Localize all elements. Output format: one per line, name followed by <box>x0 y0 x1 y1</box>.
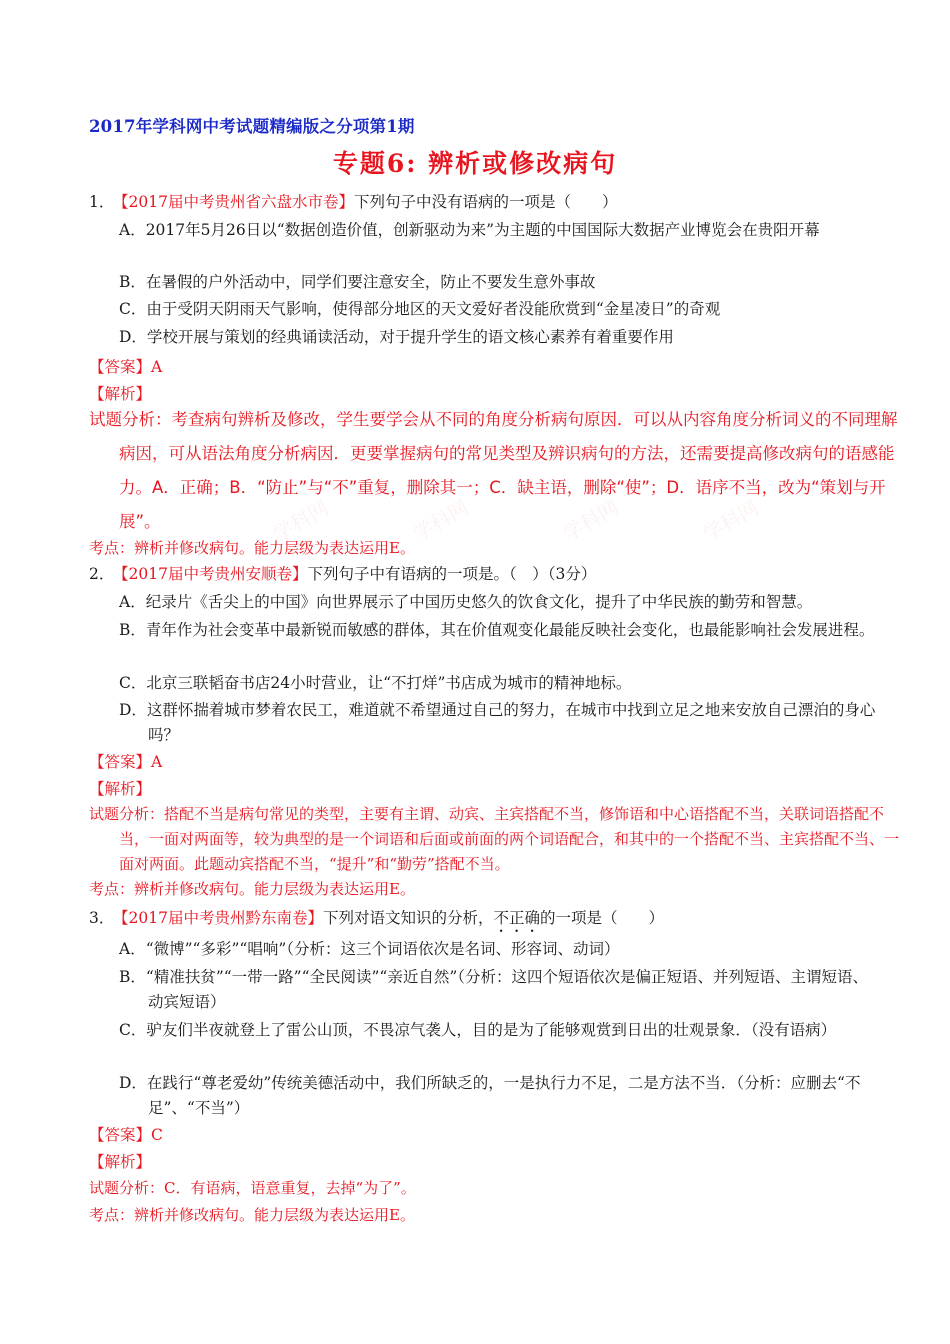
question-number: 2． <box>89 565 115 583</box>
question-source: 【2017届中考贵州安顺卷】 <box>113 565 308 583</box>
analysis-1: 试题分析：考查病句辨析及修改，学生要学会从不同的角度分析病句原因．可以从内容角度分析词义的不同理解病因，可从语法角度分析病因．更要掌握病句的常见类型及辨识病句的方法，还需要提高修改病句的语感能力。A．正确；B．“防止”与“不”重复，删除其一；C．缺主语，删除“使”；D．语序不当，改为“策划与开展”。 <box>89 410 898 531</box>
option-c: C．驴友们半夜就登上了雷公山顶，不畏凉气袭人，目的是为了能够观赏到日出的壮观景象．（没有语病） <box>119 1021 837 1039</box>
option-c: C．北京三联韬奋书店24小时营业，让“不打烊”书店成为城市的精神地标。 <box>119 674 632 692</box>
kaodian-1: 考点：辨析并修改病句。能力层级为表达运用E。 <box>89 539 415 557</box>
series-title: 2017年学科网中考试题精编版之分项第1期 <box>89 117 415 136</box>
option-b: B．青年作为社会变革中最新锐而敏感的群体，其在价值观变化最能反映社会变化，也最能影响社会发展进程。 <box>119 621 875 639</box>
option-c: C．由于受阴天阴雨天气影响，使得部分地区的天文爱好者没能欣赏到“金星凌日”的奇观 <box>119 300 721 318</box>
question-prompt: 下列句子中没有语病的一项是（ ） <box>353 193 618 211</box>
analysis-3: 试题分析：C．有语病，语意重复，去掉“为了”。 <box>89 1179 416 1197</box>
watermark: 学科网 <box>558 495 623 547</box>
emphasis-text: 不正确 <box>493 909 540 927</box>
option-a: A．纪录片《舌尖上的中国》向世界展示了中国历史悠久的饮食文化，提升了中华民族的勤劳和智慧。 <box>119 593 813 611</box>
analysis-label-3: 【解析】 <box>89 1153 152 1171</box>
analysis-label-2: 【解析】 <box>89 780 152 798</box>
option-d: D．在践行“尊老爱幼”传统美德活动中，我们所缺乏的，一是执行力不足，二是方法不当．（分析：应删去“不足”、“不当”） <box>119 1074 861 1117</box>
question-2 <box>89 563 596 585</box>
option-d: D．学校开展与策划的经典诵读活动，对于提升学生的语文核心素养有着重要作用 <box>119 328 674 346</box>
answer-2: 【答案】A <box>89 753 163 771</box>
question-prompt-end: 的一项是（ ） <box>539 909 664 927</box>
question-prompt: 下列句子中有语病的一项是。（ ）（3分） <box>307 565 597 583</box>
question-3 <box>89 907 664 936</box>
option-b: B．在暑假的户外活动中，同学们要注意安全，防止不要发生意外事故 <box>119 273 596 291</box>
question-source: 【2017届中考贵州黔东南卷】 <box>113 909 323 927</box>
option-a: A．2017年5月26日以“数据创造价值，创新驱动为来”为主题的中国国际大数据产业博览会在贵阳开幕 <box>119 221 820 239</box>
option-b: B．“精准扶贫”“一带一路”“全民阅读”“亲近自然”（分析：这四个短语依次是偏正短语、并列短语、主谓短语、动宾短语） <box>119 968 869 1011</box>
option-d: D．这群怀揣着城市梦着农民工，难道就不希望通过自己的努力，在城市中找到立足之地来安放自己漂泊的身心吗？ <box>119 701 876 744</box>
watermark: 学科网 <box>698 495 763 547</box>
kaodian-3: 考点：辨析并修改病句。能力层级为表达运用E。 <box>89 1206 415 1224</box>
question-number: 1． <box>89 193 115 211</box>
page-title: 专题6: 辨析或修改病句 <box>332 149 618 178</box>
analysis-2: 试题分析：搭配不当是病句常见的类型，主要有主谓、动宾、主宾搭配不当，修饰语和中心语搭配不当，关联词语搭配不当，一面对两面等，较为典型的是一个词语和后面或前面的两个词语配合，和其中的一个搭配不当、主宾搭配不当、一面对两面。此题动宾搭配不当，“提升”和“勤劳”搭配不当。 <box>89 805 900 873</box>
option-a: A．“微博”“多彩”“唱响”（分析：这三个词语依次是名词、形容词、动词） <box>119 940 620 958</box>
question-1 <box>89 191 617 213</box>
question-prompt: 下列对语文知识的分析， <box>322 909 494 927</box>
answer-3: 【答案】C <box>89 1126 163 1144</box>
kaodian-2: 考点：辨析并修改病句。能力层级为表达运用E。 <box>89 880 415 898</box>
watermark: 学科网 <box>268 495 333 547</box>
answer-1: 【答案】A <box>89 358 163 376</box>
watermark: 学科网 <box>408 495 473 547</box>
analysis-label-1: 【解析】 <box>89 385 152 403</box>
question-source: 【2017届中考贵州省六盘水市卷】 <box>113 193 354 211</box>
question-number: 3． <box>89 909 115 927</box>
